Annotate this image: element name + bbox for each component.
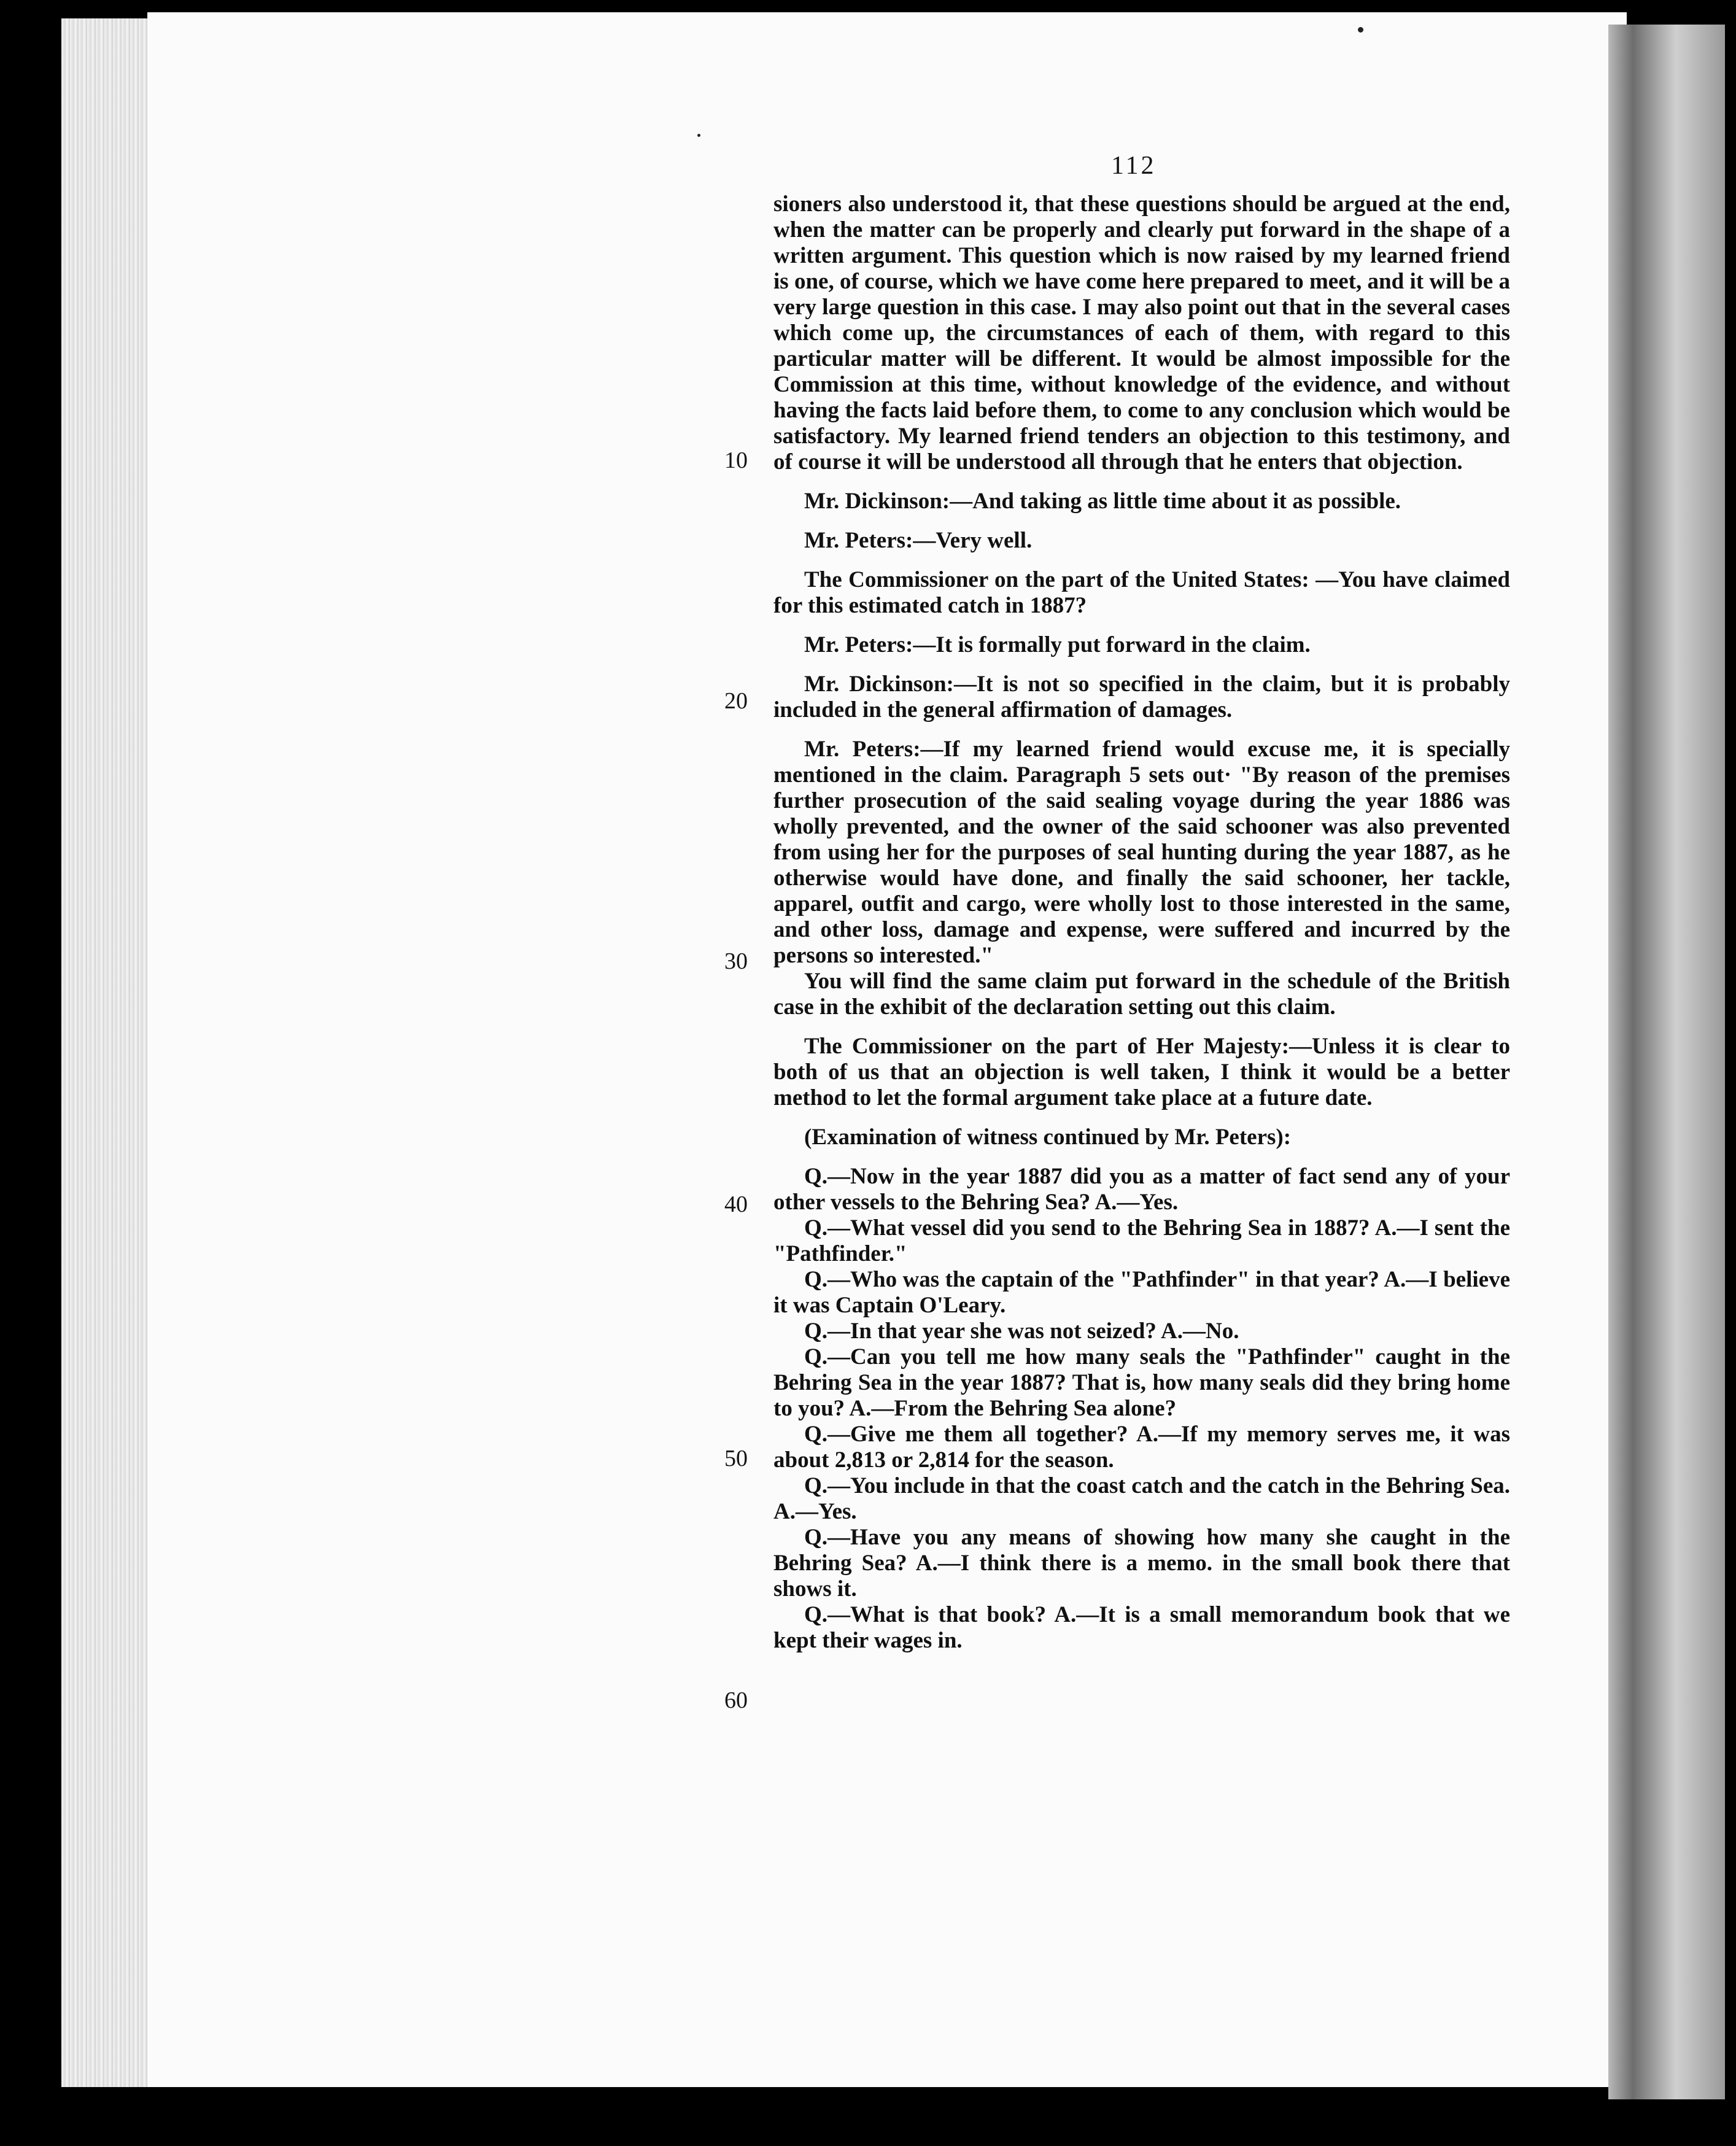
- qa-line: Q.—In that year she was not seized? A.—No.: [804, 1319, 1239, 1344]
- page-text: [773, 192, 1510, 1654]
- paragraph: Mr. Peters:—Very well.: [804, 528, 1033, 553]
- paragraph: (Examination of witness continued by Mr. Peters):: [804, 1125, 1292, 1150]
- paragraph: Mr. Dickinson:—It is not so specified in the claim, but it is probably included in the general affirmation of damages.: [773, 672, 1510, 722]
- paragraph: Mr. Peters:—If my learned friend would excuse me, it is specially mentioned in the claim. Paragraph 5 sets out· "By reason of the premises further prosecution of the said sealing voyage during the year 1886 was wholly prevented, and the owner of the said schooner was also prevented from using her for the purposes of seal hunting during the year 1887, as he otherwise would have done, and finally the said schooner, her tackle, apparel, outfit and cargo, were wholly lost to those interested in the same, and other loss, damage and expense, were suffered and incurred by the persons so interested.": [773, 737, 1510, 968]
- qa-line: Q.—What is that book? A.—It is a small memorandum book that we kept their wages in.: [773, 1602, 1510, 1653]
- book-binding-shadow: [1608, 25, 1725, 2099]
- line-number-40: 40: [724, 1191, 748, 1217]
- line-number-20: 20: [724, 688, 748, 714]
- paragraph: The Commissioner on the part of Her Majesty:—Unless it is clear to both of us that an objection is well taken, I think it would be a better method to let the formal argument take place at a future date.: [773, 1034, 1510, 1110]
- page-number: 112: [1111, 152, 1157, 180]
- paragraph: The Commissioner on the part of the United States: —You have claimed for this estimated catch in 1887?: [773, 567, 1510, 618]
- qa-line: Q.—What vessel did you send to the Behring Sea in 1887? A.—I sent the "Pathfinder.": [773, 1215, 1510, 1266]
- line-number-30: 30: [724, 948, 748, 974]
- paragraph: sioners also understood it, that these questions should be argued at the end, when the matter can be properly and clearly put forward in the shape of a written argument. This question which is now raised by my learned friend is one, of course, which we have come here prepared to meet, and it will be a very large question in this case. I may also point out that in the several cases which come up, the circumstances of each of them, with regard to this particular matter will be different. It would be almost impossible for the Commission at this time, without knowledge of the evidence, and without having the facts laid before them, to come to any conclusion which would be satisfactory. My learned friend tenders an objection to this testimony, and of course it will be understood all through that he enters that objection.: [773, 192, 1510, 475]
- speck-mark: [1358, 27, 1363, 33]
- qa-line: Q.—Who was the captain of the "Pathfinder" in that year? A.—I believe it was Captain O'Leary.: [773, 1267, 1510, 1318]
- qa-line: Q.—Now in the year 1887 did you as a matter of fact send any of your other vessels to the Behring Sea? A.—Yes.: [773, 1164, 1510, 1215]
- paragraph: Mr. Peters:—It is formally put forward in the claim.: [804, 632, 1311, 657]
- qa-line: Q.—Give me them all together? A.—If my memory serves me, it was about 2,813 or 2,814 for the season.: [773, 1422, 1510, 1473]
- qa-line: Q.—You include in that the coast catch and the catch in the Behring Sea. A.—Yes.: [773, 1473, 1510, 1524]
- line-number-10: 10: [724, 447, 748, 473]
- line-number-50: 50: [724, 1446, 748, 1471]
- line-number-60: 60: [724, 1687, 748, 1713]
- qa-line: Q.—Can you tell me how many seals the "Pathfinder" caught in the Behring Sea in the year 1887? That is, how many seals did they bring home to you? A.—From the Behring Sea alone?: [773, 1344, 1510, 1421]
- speck-mark: [697, 134, 700, 137]
- paragraph: You will find the same claim put forward in the schedule of the British case in the exhibit of the declaration setting out this claim.: [773, 969, 1510, 1020]
- paragraph: Mr. Dickinson:—And taking as little time about it as possible.: [804, 489, 1401, 514]
- qa-line: Q.—Have you any means of showing how many she caught in the Behring Sea? A.—I think there is a memo. in the small book there that shows it.: [773, 1525, 1510, 1602]
